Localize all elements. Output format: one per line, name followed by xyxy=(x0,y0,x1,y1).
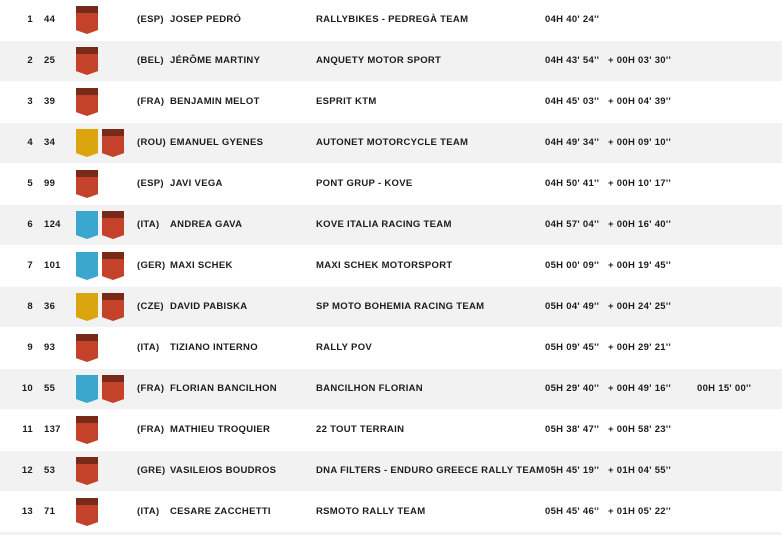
table-row[interactable] xyxy=(0,451,782,492)
rider-name: TIZIANO INTERNO xyxy=(170,342,258,354)
table-row[interactable] xyxy=(0,41,782,82)
rider-name: JAVI VEGA xyxy=(170,178,223,190)
bib-number: 93 xyxy=(44,342,56,354)
country-code: (ITA) xyxy=(137,506,160,518)
rider-name: EMANUEL GYENES xyxy=(170,137,264,149)
country-code: (FRA) xyxy=(137,424,165,436)
table-row[interactable] xyxy=(0,205,782,246)
total-time: 04H 43' 54'' xyxy=(545,55,600,67)
table-row[interactable] xyxy=(0,369,782,410)
category-badges xyxy=(74,410,124,451)
position-rank: 6 xyxy=(27,219,33,231)
table-row[interactable] xyxy=(0,287,782,328)
orange-category-badge-icon xyxy=(76,47,98,75)
blue-category-badge-icon xyxy=(76,252,98,280)
yellow-category-badge-icon xyxy=(76,293,98,321)
total-time: 04H 40' 24'' xyxy=(545,14,600,26)
total-time: 04H 49' 34'' xyxy=(545,137,600,149)
category-badges xyxy=(74,82,124,123)
country-code: (CZE) xyxy=(137,301,164,313)
yellow-category-badge-icon xyxy=(76,129,98,157)
team-name: RSMOTO RALLY TEAM xyxy=(316,506,426,518)
badge-top-band xyxy=(76,334,98,341)
badge-top-band xyxy=(76,457,98,464)
rider-name: BENJAMIN MELOT xyxy=(170,96,260,108)
gap-to-leader: + 00H 03' 30'' xyxy=(608,55,672,67)
gap-to-leader: + 00H 29' 21'' xyxy=(608,342,672,354)
orange-category-badge-icon xyxy=(102,375,124,403)
position-rank: 10 xyxy=(21,383,33,395)
total-time: 05H 09' 45'' xyxy=(545,342,600,354)
position-rank: 9 xyxy=(27,342,33,354)
category-badges xyxy=(74,369,124,410)
position-rank: 11 xyxy=(22,424,33,436)
rider-name: JÉRÔME MARTINY xyxy=(170,55,261,67)
country-code: (ESP) xyxy=(137,178,164,190)
bib-number: 71 xyxy=(44,506,56,518)
country-code: (FRA) xyxy=(137,383,165,395)
bib-number: 25 xyxy=(44,55,56,67)
orange-category-badge-icon xyxy=(102,211,124,239)
category-badges xyxy=(74,492,124,533)
bib-number: 53 xyxy=(44,465,56,477)
country-code: (ITA) xyxy=(137,219,160,231)
category-badges xyxy=(74,328,124,369)
team-name: KOVE ITALIA RACING TEAM xyxy=(316,219,452,231)
badge-top-band xyxy=(76,47,98,54)
bib-number: 99 xyxy=(44,178,56,190)
category-badges xyxy=(74,287,124,328)
orange-category-badge-icon xyxy=(76,6,98,34)
badge-top-band xyxy=(76,88,98,95)
category-badges xyxy=(74,41,124,82)
position-rank: 13 xyxy=(21,506,33,518)
position-rank: 3 xyxy=(27,96,33,108)
orange-category-badge-icon xyxy=(102,252,124,280)
country-code: (FRA) xyxy=(137,96,165,108)
category-badges xyxy=(74,123,124,164)
orange-category-badge-icon xyxy=(76,457,98,485)
rider-name: CESARE ZACCHETTI xyxy=(170,506,271,518)
team-name: AUTONET MOTORCYCLE TEAM xyxy=(316,137,469,149)
table-row[interactable] xyxy=(0,0,782,41)
badge-top-band xyxy=(76,170,98,177)
gap-to-leader: + 01H 05' 22'' xyxy=(608,506,672,518)
category-badges xyxy=(74,246,124,287)
orange-category-badge-icon xyxy=(76,88,98,116)
orange-category-badge-icon xyxy=(76,334,98,362)
orange-category-badge-icon xyxy=(76,416,98,444)
total-time: 05H 38' 47'' xyxy=(545,424,600,436)
badge-top-band xyxy=(102,211,124,218)
position-rank: 12 xyxy=(21,465,33,477)
bib-number: 101 xyxy=(44,260,61,272)
bib-number: 55 xyxy=(44,383,56,395)
gap-to-leader: + 00H 10' 17'' xyxy=(608,178,672,190)
rider-name: DAVID PABISKA xyxy=(170,301,248,313)
gap-to-leader: + 00H 19' 45'' xyxy=(608,260,672,272)
rider-name: FLORIAN BANCILHON xyxy=(170,383,277,395)
total-time: 04H 57' 04'' xyxy=(545,219,600,231)
rider-name: MAXI SCHEK xyxy=(170,260,233,272)
team-name: ESPRIT KTM xyxy=(316,96,377,108)
rider-name: MATHIEU TROQUIER xyxy=(170,424,271,436)
table-row[interactable] xyxy=(0,410,782,451)
country-code: (GRE) xyxy=(137,465,166,477)
badge-top-band xyxy=(102,252,124,259)
blue-category-badge-icon xyxy=(76,375,98,403)
orange-category-badge-icon xyxy=(76,498,98,526)
category-badges xyxy=(74,451,124,492)
badge-top-band xyxy=(102,375,124,382)
country-code: (GER) xyxy=(137,260,166,272)
category-badges xyxy=(74,205,124,246)
team-name: ANQUETY MOTOR SPORT xyxy=(316,55,442,67)
category-badges xyxy=(74,0,124,41)
total-time: 05H 00' 09'' xyxy=(545,260,600,272)
table-row[interactable] xyxy=(0,492,782,533)
bib-number: 124 xyxy=(44,219,61,231)
total-time: 05H 29' 40'' xyxy=(545,383,600,395)
position-rank: 5 xyxy=(27,178,33,190)
total-time: 05H 04' 49'' xyxy=(545,301,600,313)
table-row[interactable] xyxy=(0,246,782,287)
team-name: 22 TOUT TERRAIN xyxy=(316,424,405,436)
total-time: 04H 50' 41'' xyxy=(545,178,600,190)
badge-top-band xyxy=(102,293,124,300)
country-code: (ITA) xyxy=(137,342,160,354)
bib-number: 34 xyxy=(44,137,56,149)
bib-number: 36 xyxy=(44,301,56,313)
gap-to-leader: + 01H 04' 55'' xyxy=(608,465,672,477)
country-code: (BEL) xyxy=(137,55,164,67)
gap-to-leader: + 00H 58' 23'' xyxy=(608,424,672,436)
badge-top-band xyxy=(76,416,98,423)
table-row[interactable] xyxy=(0,164,782,205)
badge-top-band xyxy=(102,129,124,136)
table-row[interactable] xyxy=(0,123,782,164)
team-name: SP MOTO BOHEMIA RACING TEAM xyxy=(316,301,485,313)
orange-category-badge-icon xyxy=(102,129,124,157)
country-code: (ROU) xyxy=(137,137,166,149)
gap-to-leader: + 00H 24' 25'' xyxy=(608,301,672,313)
team-name: RALLY POV xyxy=(316,342,373,354)
table-row[interactable] xyxy=(0,328,782,369)
total-time: 05H 45' 19'' xyxy=(545,465,600,477)
blue-category-badge-icon xyxy=(76,211,98,239)
gap-to-leader: + 00H 16' 40'' xyxy=(608,219,672,231)
total-time: 05H 45' 46'' xyxy=(545,506,600,518)
rider-name: VASILEIOS BOUDROS xyxy=(170,465,277,477)
team-name: PONT GRUP - KOVE xyxy=(316,178,413,190)
team-name: RALLYBIKES - PEDREGÀ TEAM xyxy=(316,14,469,26)
orange-category-badge-icon xyxy=(102,293,124,321)
penalty-time: 00H 15' 00'' xyxy=(697,383,752,395)
country-code: (ESP) xyxy=(137,14,164,26)
bib-number: 44 xyxy=(44,14,56,26)
position-rank: 4 xyxy=(27,137,33,149)
bib-number: 137 xyxy=(44,424,61,436)
badge-top-band xyxy=(76,498,98,505)
table-row[interactable] xyxy=(0,82,782,123)
gap-to-leader: + 00H 09' 10'' xyxy=(608,137,672,149)
position-rank: 1 xyxy=(27,14,33,26)
rider-name: JOSEP PEDRÓ xyxy=(170,14,242,26)
bib-number: 39 xyxy=(44,96,56,108)
position-rank: 7 xyxy=(27,260,33,272)
category-badges xyxy=(74,164,124,205)
total-time: 04H 45' 03'' xyxy=(545,96,600,108)
gap-to-leader: + 00H 49' 16'' xyxy=(608,383,672,395)
position-rank: 8 xyxy=(27,301,33,313)
orange-category-badge-icon xyxy=(76,170,98,198)
rider-name: ANDREA GAVA xyxy=(170,219,243,231)
badge-top-band xyxy=(76,6,98,13)
team-name: DNA FILTERS - ENDURO GREECE RALLY TEAM xyxy=(316,465,545,477)
team-name: MAXI SCHEK MOTORSPORT xyxy=(316,260,453,272)
team-name: BANCILHON FLORIAN xyxy=(316,383,423,395)
gap-to-leader: + 00H 04' 39'' xyxy=(608,96,672,108)
position-rank: 2 xyxy=(27,55,33,67)
